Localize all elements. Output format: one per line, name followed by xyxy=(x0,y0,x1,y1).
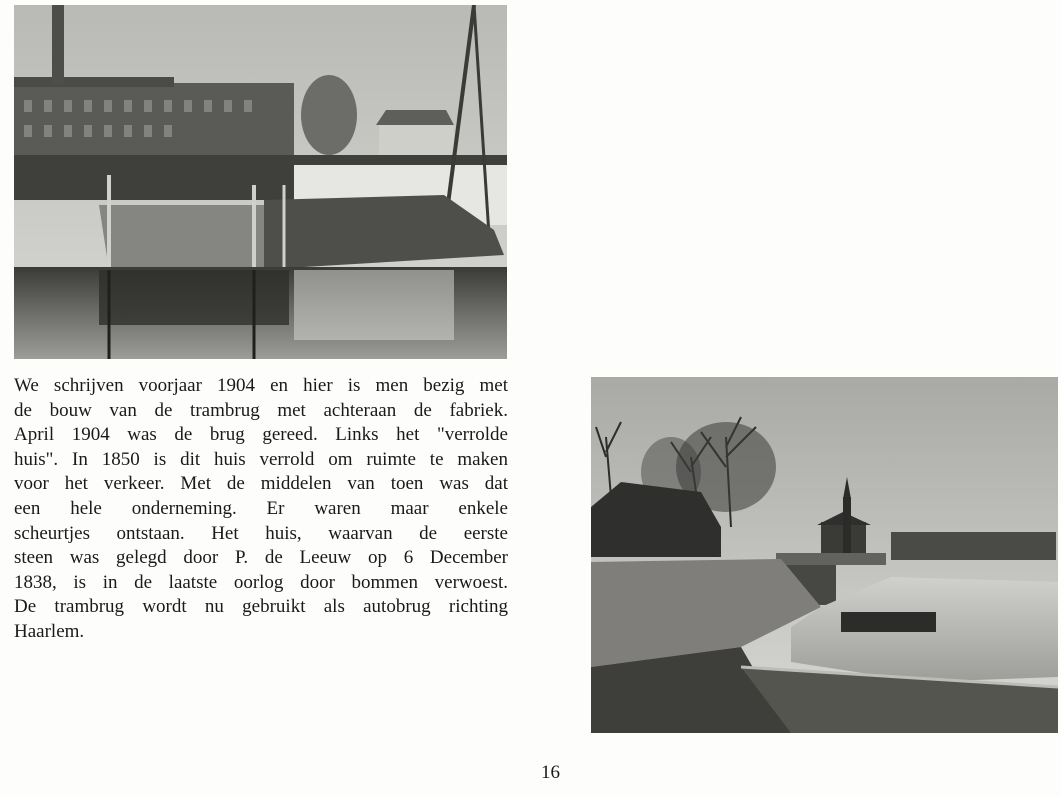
caption-line: steen was gelegd door P. de Leeuw op 6 December xyxy=(14,547,508,569)
caption-line: April 1904 was de brug gereed. Links het "verrolde xyxy=(14,424,508,446)
caption-line: De trambrug wordt nu gebruikt als autobrug richting xyxy=(14,596,508,618)
page-number-text: 16 xyxy=(541,762,560,783)
caption-line: 1838, is in de laatste oorlog door bommen verwoest. xyxy=(14,571,508,593)
photo-bridge-and-church-drawing xyxy=(591,377,1058,733)
caption-line: een hele onderneming. Er waren maar enkele xyxy=(14,497,508,519)
photo-bridge-construction-icon xyxy=(14,5,507,359)
caption-line: de bouw van de trambrug met achteraan de fabriek. xyxy=(14,399,508,421)
caption-line: We schrijven voorjaar 1904 en hier is men bezig met xyxy=(14,375,508,396)
photo-bridge-and-church-icon xyxy=(591,377,1058,733)
photo-bridge-construction-drawing xyxy=(14,5,507,359)
photo-caption xyxy=(14,374,508,645)
caption-line: voor het verkeer. Met de middelen van toen was dat xyxy=(14,473,508,495)
caption-line: huis". In 1850 is dit huis verrold om ruimte te maken xyxy=(14,448,508,470)
caption-line: scheurtjes ontstaan. Het huis, waarvan de eerste xyxy=(14,522,508,544)
caption-line: Haarlem. xyxy=(14,620,85,642)
